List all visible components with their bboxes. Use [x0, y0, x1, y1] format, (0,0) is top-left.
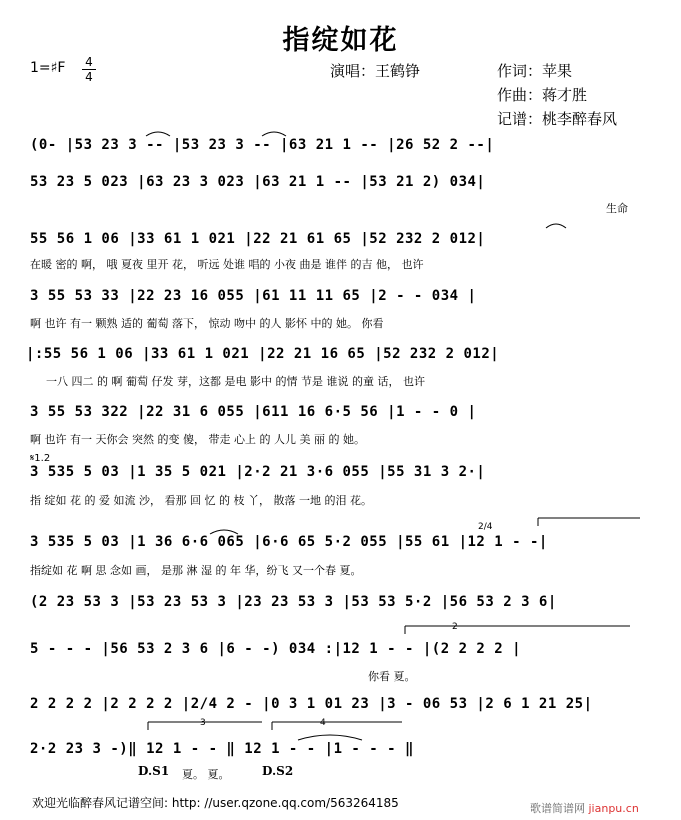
lyric-line: 夏。 夏。: [182, 768, 230, 781]
score-row: 3 55 53 33 |22 23 16 055 |61 11 11 65 |2 - - 034 |: [30, 288, 477, 304]
lyric-line: 啊 也许 有一 天你会 突然 的变 傻， 带走 心上 的 人儿 美 丽 的 她。: [30, 433, 365, 446]
watermark-prefix: 歌谱简谱网: [530, 802, 585, 815]
score-row: 3 535 5 03 |1 36 6·6 065 |6·6 65 5·2 055 |55 61 |12 1 - -|: [30, 534, 548, 550]
ds1-marker: D.S1: [138, 764, 170, 778]
score-row: 3 55 53 322 |22 31 6 055 |611 16 6·5 56 |1 - - 0 |: [30, 404, 477, 420]
slur: [262, 132, 286, 136]
key-signature: 1=♯F: [30, 60, 66, 76]
score-row: (0- |53 23 3 -- |53 23 3 -- |63 21 1 -- |26 52 2 --|: [30, 137, 495, 153]
slur: [210, 530, 238, 534]
score-row: 3 535 5 03 |1 35 5 021 |2·2 21 3·6 055 |55 31 3 2·|: [30, 464, 486, 480]
lyric-line: 生命: [606, 202, 628, 215]
volta-number: 3: [200, 718, 206, 728]
meter-top: 4: [85, 55, 93, 69]
slur: [546, 224, 566, 228]
composer-credit: 作曲：蒋才胜: [497, 86, 588, 104]
volta-bracket: [272, 722, 402, 730]
lyric-line: 一八 四二 的 啊 葡萄 仔发 芽，这都 是电 影中 的情 节是 谁说 的童 话， 也许: [46, 375, 425, 388]
lyric-line: 在暖 密的 啊， 哦 夏夜 里开 花， 听远 处谁 唱的 小夜 曲是 谁伴 的吉 他， 也许: [30, 258, 424, 271]
score-row: 53 23 5 023 |63 23 3 023 |63 21 1 -- |53 21 2) 034|: [30, 174, 486, 190]
singer-credit: 演唱：王鹤铮: [330, 62, 421, 80]
score-row: (2 23 53 3 |53 23 53 3 |23 23 53 3 |53 53 5·2 |56 53 2 3 6|: [30, 594, 557, 610]
watermark: [530, 800, 639, 816]
lyricist-credit: 作词：苹果: [497, 62, 573, 80]
watermark-domain: jianpu.cn: [588, 802, 639, 815]
meter-bottom: 4: [85, 70, 93, 84]
score-row: 2 2 2 2 |2 2 2 2 |2/4 2 - |0 3 1 01 23 |3 - 06 53 |2 6 1 21 25|: [30, 696, 593, 712]
segno-marker: 𝄋1.2: [30, 453, 51, 464]
lyric-line: 你看 夏。: [368, 670, 416, 683]
volta-bracket: [538, 518, 640, 526]
page-title: 指绽如花: [282, 25, 399, 56]
score-row: 55 56 1 06 |33 61 1 021 |22 21 61 65 |52 232 2 012|: [30, 231, 486, 247]
score-row: 2·2 23 3 -)‖ 12 1 - - ‖ 12 1 - - |1 - - - ‖: [30, 741, 414, 757]
volta-number: 2: [452, 622, 458, 632]
lyric-line: 指 绽如 花 的 爱 如流 沙， 看那 回 忆 的 枝 丫， 散落 一地 的泪 花。: [30, 494, 372, 507]
volta-bracket: [405, 626, 630, 634]
score-row: 5 - - - |56 53 2 3 6 |6 - -) 034 :|12 1 - - |(2 2 2 2 |: [30, 641, 522, 657]
ds2-marker: D.S2: [262, 764, 294, 778]
score-row: |:55 56 1 06 |33 61 1 021 |22 21 16 65 |52 232 2 012|: [26, 346, 500, 362]
volta-number: 4: [320, 718, 326, 728]
slur: [146, 132, 170, 136]
volta-bracket: [148, 722, 262, 730]
lyric-line: 啊 也许 有一 颗熟 适的 葡萄 落下， 惊动 吻中 的人 影怀 中的 她。 你看: [30, 317, 384, 330]
time-change-marker: 2/4: [478, 522, 493, 532]
lyric-line: 指绽如 花 啊 思 念如 画， 是那 淋 湿 的 年 华，纷飞 又一个春 夏。: [30, 564, 362, 577]
slur: [298, 735, 362, 740]
footer-text: 欢迎光临醉春风记谱空间: http: //user.qzone.qq.com/563264185: [32, 796, 399, 810]
transcriber-credit: 记谱：桃李醉春风: [497, 110, 618, 128]
